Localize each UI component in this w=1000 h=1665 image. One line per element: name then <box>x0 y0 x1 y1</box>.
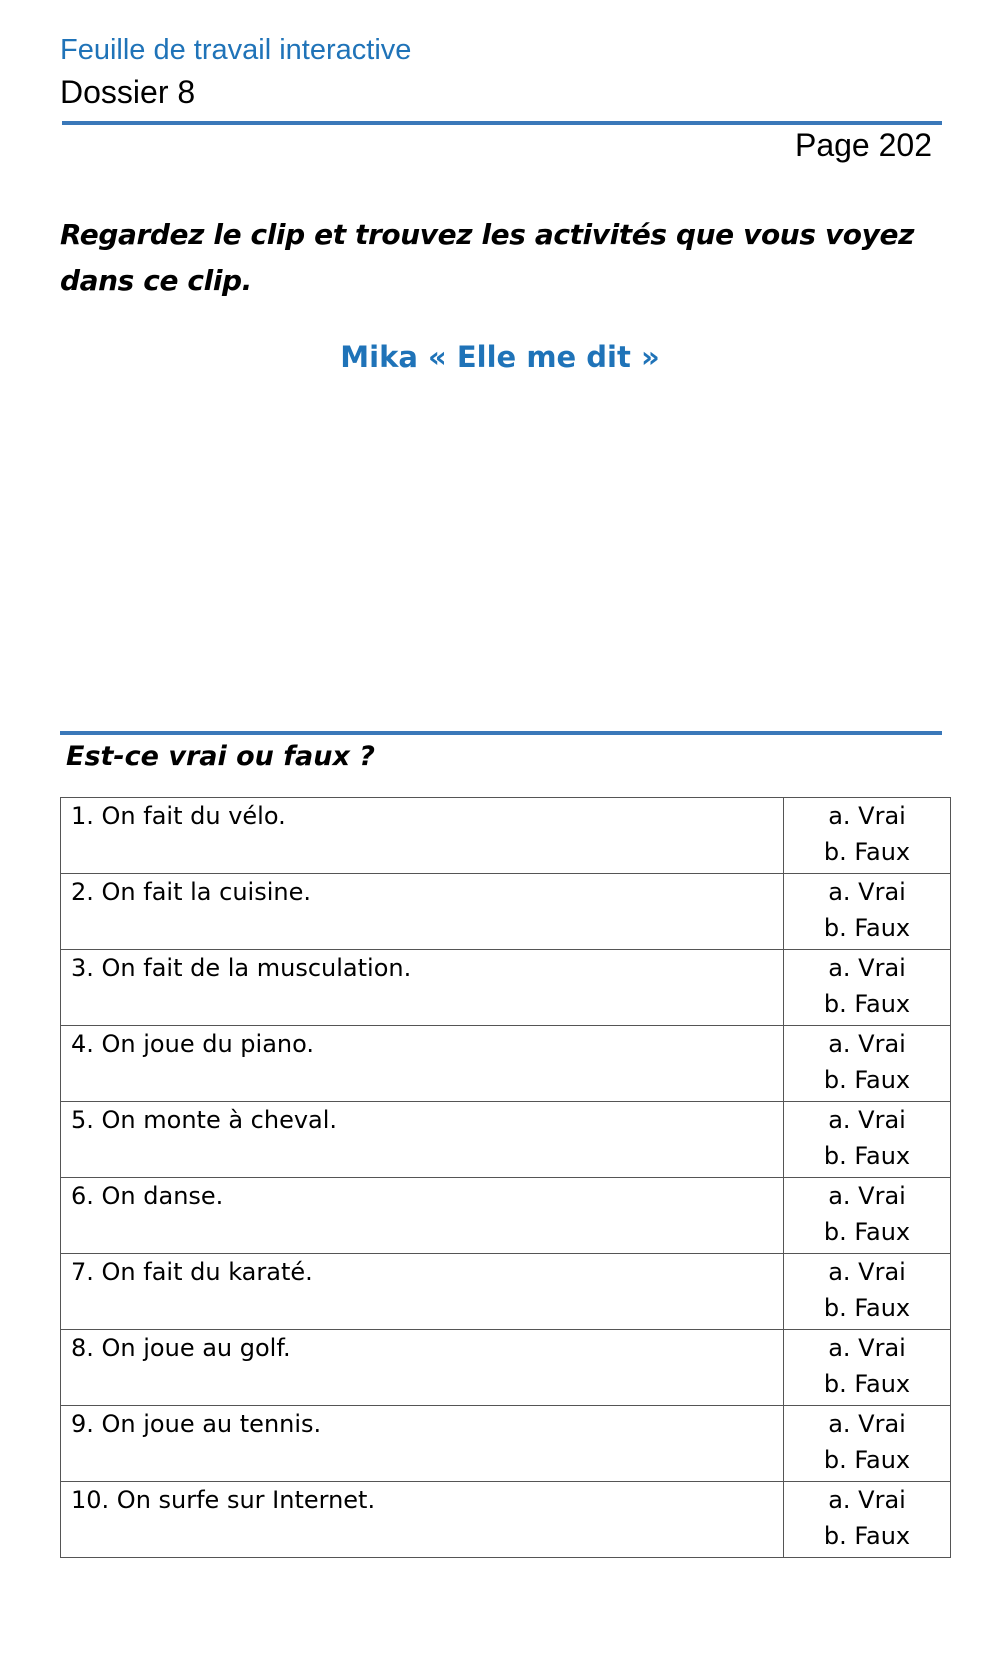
answer-options <box>784 1330 951 1406</box>
option-faux[interactable]: b. Faux <box>823 1218 911 1246</box>
option-vrai[interactable]: a. Vrai <box>828 802 906 830</box>
answer-options <box>784 1102 951 1178</box>
question-row-1 <box>61 798 951 874</box>
option-vrai[interactable]: a. Vrai <box>828 1030 906 1058</box>
option-faux[interactable]: b. Faux <box>823 1066 911 1094</box>
option-faux[interactable]: b. Faux <box>823 914 911 942</box>
question-text: 5. On monte à cheval. <box>61 1102 784 1178</box>
option-faux[interactable]: b. Faux <box>823 1142 911 1170</box>
question-text: 1. On fait du vélo. <box>61 798 784 874</box>
question-row-4 <box>61 1026 951 1102</box>
question-text: 9. On joue au tennis. <box>61 1406 784 1482</box>
answer-options <box>784 798 951 874</box>
option-faux[interactable]: b. Faux <box>823 1294 911 1322</box>
question-row-5 <box>61 1102 951 1178</box>
answer-options <box>784 1026 951 1102</box>
option-vrai[interactable]: a. Vrai <box>828 1334 906 1362</box>
option-faux[interactable]: b. Faux <box>823 1370 911 1398</box>
question-text: 8. On joue au golf. <box>61 1330 784 1406</box>
answer-options <box>784 1482 951 1558</box>
question-row-10 <box>61 1482 951 1558</box>
dossier-title: Dossier 8 <box>60 74 196 110</box>
option-vrai[interactable]: a. Vrai <box>828 1258 906 1286</box>
question-row-8 <box>61 1330 951 1406</box>
option-vrai[interactable]: a. Vrai <box>828 1106 906 1134</box>
option-vrai[interactable]: a. Vrai <box>828 954 906 982</box>
page-number: Page 202 <box>794 127 932 163</box>
answer-options <box>784 950 951 1026</box>
question-row-9 <box>61 1406 951 1482</box>
question-text: 3. On fait de la musculation. <box>61 950 784 1026</box>
section-divider <box>60 731 942 735</box>
option-vrai[interactable]: a. Vrai <box>828 878 906 906</box>
header-divider <box>62 121 942 125</box>
answer-options <box>784 1406 951 1482</box>
question-row-6 <box>61 1178 951 1254</box>
option-vrai[interactable]: a. Vrai <box>828 1182 906 1210</box>
question-row-3 <box>61 950 951 1026</box>
worksheet-subtitle: Feuille de travail interactive <box>60 34 412 66</box>
option-faux[interactable]: b. Faux <box>823 1522 911 1550</box>
answer-options <box>784 874 951 950</box>
option-faux[interactable]: b. Faux <box>823 1446 911 1474</box>
answer-options <box>784 1178 951 1254</box>
section-title: Est-ce vrai ou faux ? <box>66 741 375 772</box>
answer-options <box>784 1254 951 1330</box>
question-text: 4. On joue du piano. <box>61 1026 784 1102</box>
option-faux[interactable]: b. Faux <box>823 990 911 1018</box>
question-row-2 <box>61 874 951 950</box>
question-text: 10. On surfe sur Internet. <box>61 1482 784 1558</box>
option-faux[interactable]: b. Faux <box>823 838 911 866</box>
option-vrai[interactable]: a. Vrai <box>828 1486 906 1514</box>
question-row-7 <box>61 1254 951 1330</box>
song-title: Mika « Elle me dit » <box>340 340 660 374</box>
question-text: 6. On danse. <box>61 1178 784 1254</box>
quiz-table <box>60 797 951 1558</box>
question-text: 2. On fait la cuisine. <box>61 874 784 950</box>
option-vrai[interactable]: a. Vrai <box>828 1410 906 1438</box>
question-text: 7. On fait du karaté. <box>61 1254 784 1330</box>
instruction-text: Regardez le clip et trouvez les activités que vous voyez dans ce clip. <box>60 218 914 297</box>
